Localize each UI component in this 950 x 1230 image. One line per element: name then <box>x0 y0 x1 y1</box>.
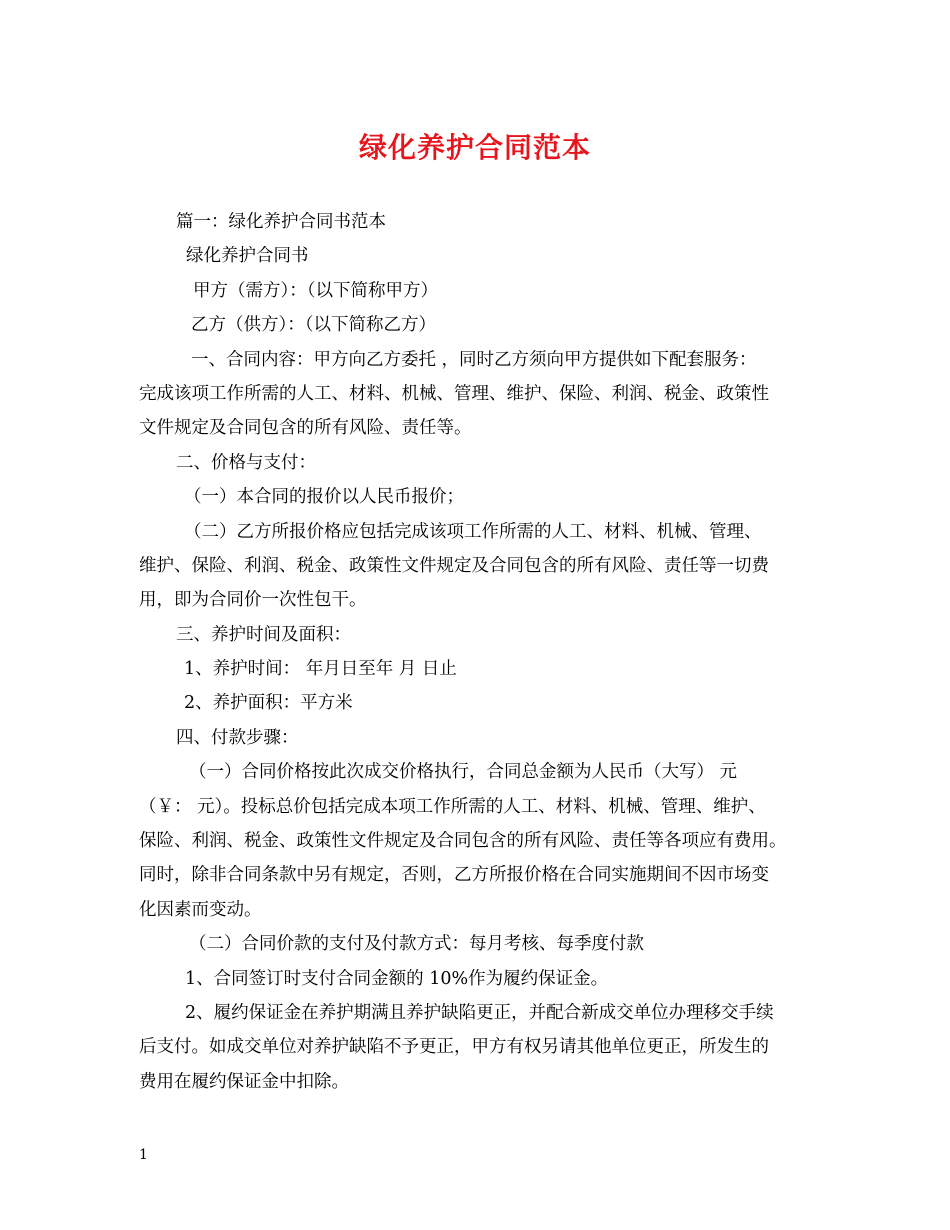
maintenance-period-line: 1、养护时间： 年月日至年 月 日止 <box>184 659 457 680</box>
party-a-line: 甲方（需方）：（以下简称甲方） <box>193 280 438 301</box>
clause-2-item-1: （一）本合同的报价以人民币报价； <box>184 487 464 508</box>
clause-3-heading: 三、养护时间及面积： <box>176 624 351 645</box>
payment-step-1: 1、合同签订时支付合同金额的 10%作为履约保证金。 <box>185 968 609 989</box>
clause-1-text-line: 文件规定及合同包含的所有风险、责任等。 <box>139 418 472 439</box>
clause-4-item-2: （二）合同价款的支付及付款方式：每月考核、每季度付款 <box>189 934 644 955</box>
clause-4-text-line: （￥： 元）。投标总价包括完成本项工作所需的人工、材料、机械、管理、维护、 <box>139 796 766 817</box>
clause-1-heading: 一、合同内容：甲方向乙方委托 ，同时乙方须向甲方提供如下配套服务： <box>191 349 757 370</box>
clause-4-text-line: 同时，除非合同条款中另有规定，否则，乙方所报价格在合同实施期间不因市场变 <box>139 865 769 886</box>
clause-4-item-1: （一）合同价格按此次成交价格执行，合同总金额为人民币（大写） 元 <box>189 762 738 783</box>
payment-step-2-text-line: 后支付。如成交单位对养护缺陷不予更正，甲方有权另请其他单位更正，所发生的 <box>139 1037 769 1058</box>
clause-2-item-2: （二）乙方所报价格应包括完成该项工作所需的人工、材料、机械、管理、 <box>184 521 762 542</box>
payment-step-2-text-line: 费用在履约保证金中扣除。 <box>139 1071 349 1092</box>
clause-4-heading: 四、付款步骤： <box>176 727 299 748</box>
clause-4-text-line: 保险、利润、税金、政策性文件规定及合同包含的所有风险、责任等各项应有费用。 <box>139 831 787 852</box>
clause-2-text-line: 维护、保险、利润、税金、政策性文件规定及合同包含的所有风险、责任等一切费 <box>139 555 769 576</box>
clause-1-text-line: 完成该项工作所需的人工、材料、机械、管理、维护、保险、利润、税金、政策性 <box>139 383 769 404</box>
document-body <box>139 205 819 1099</box>
contract-name: 绿化养护合同书 <box>186 246 309 267</box>
clause-4-text-line: 化因素而变动。 <box>139 899 262 920</box>
section-heading: 篇一：绿化养护合同书范本 <box>176 212 386 232</box>
party-b-line: 乙方（供方）：（以下简称乙方） <box>191 315 436 336</box>
page-title: 绿化养护合同范本 <box>358 131 591 164</box>
clause-2-text-line: 用，即为合同价一次性包干。 <box>139 590 367 611</box>
maintenance-area-line: 2、养护面积：平方米 <box>184 693 353 714</box>
clause-2-heading: 二、价格与支付： <box>176 452 316 473</box>
page-number: 1 <box>139 1147 148 1163</box>
payment-step-2: 2、履约保证金在养护期满且养护缺陷更正，并配合新成交单位办理移交手续 <box>185 1002 774 1023</box>
